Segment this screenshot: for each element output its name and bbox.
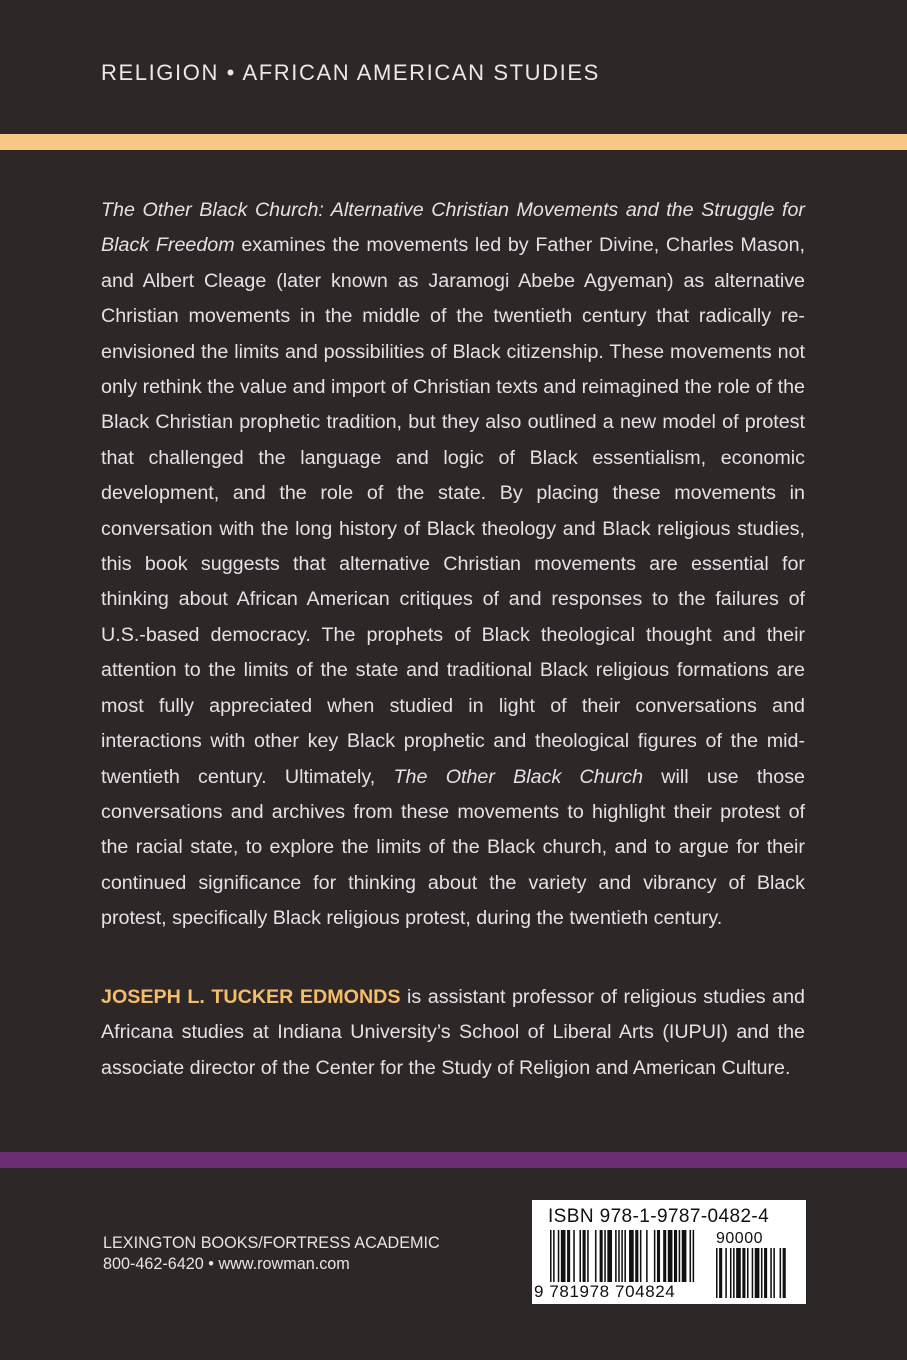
isbn-barcode bbox=[532, 1200, 806, 1304]
author-bio bbox=[101, 980, 805, 1086]
barcode-bar bbox=[747, 1248, 749, 1298]
barcode-bar bbox=[587, 1230, 589, 1282]
barcode-bar bbox=[629, 1230, 634, 1282]
barcode-bar bbox=[553, 1230, 555, 1282]
barcode-bar bbox=[624, 1230, 626, 1282]
barcode-bar bbox=[604, 1230, 606, 1282]
isbn-label: ISBN 978-1-9787-0482-4 bbox=[548, 1206, 770, 1227]
description-text-2: will use those conversations and archives from these movements to highlight their protest of the racial state, to explore the limits of the Black church, and to argue for their continued significance for thinking about the variety and vibrancy of Black protest, specifically Black religious protest, during the twentieth century. bbox=[101, 765, 805, 930]
barcode-bar bbox=[725, 1248, 727, 1298]
barcode-bar bbox=[730, 1248, 732, 1298]
barcode-bar bbox=[583, 1230, 586, 1282]
barcode-bar bbox=[770, 1248, 772, 1298]
barcode-bar bbox=[600, 1230, 603, 1282]
barcode-bar bbox=[573, 1230, 575, 1282]
barcode-bar bbox=[615, 1230, 617, 1282]
author-bio-text: is assistant professor of religious studies and Africana studies at Indiana University’s School of Liberal Arts (IUPUI) and the associate director of the Center for the Study of Religion and American Culture. bbox=[101, 986, 806, 1079]
publisher-block bbox=[103, 1233, 440, 1275]
barcode-bar bbox=[773, 1248, 775, 1298]
barcode-bar bbox=[674, 1230, 677, 1282]
barcode-bar bbox=[550, 1230, 552, 1282]
barcode-bar bbox=[618, 1230, 620, 1282]
book-title: The Other Black Church: Alternative Christian Movements and the Struggle for Black Freedom bbox=[101, 199, 805, 257]
barcode-bar bbox=[755, 1248, 760, 1298]
barcode-bar bbox=[668, 1230, 673, 1282]
barcode-bar bbox=[752, 1248, 754, 1298]
barcode-bar bbox=[764, 1248, 767, 1298]
book-description bbox=[101, 193, 805, 937]
bottom-accent-band bbox=[0, 1152, 907, 1168]
barcode-bar bbox=[736, 1248, 741, 1298]
barcode-bar bbox=[621, 1230, 623, 1282]
barcode-bar bbox=[716, 1248, 718, 1298]
barcode-bar bbox=[679, 1230, 681, 1282]
barcode-bar bbox=[690, 1230, 692, 1282]
barcode-bar bbox=[579, 1230, 581, 1282]
barcode-bar bbox=[733, 1248, 735, 1298]
author-name: JOSEPH L. TUCKER EDMONDS bbox=[101, 986, 401, 1008]
barcode-bar bbox=[657, 1230, 660, 1282]
barcode-bar bbox=[783, 1248, 786, 1298]
barcode-bar bbox=[663, 1230, 666, 1282]
barcode-bar bbox=[646, 1230, 648, 1282]
barcode-bar bbox=[567, 1230, 570, 1282]
barcode-bar bbox=[635, 1230, 638, 1282]
barcode-bar bbox=[761, 1248, 763, 1298]
price-addon-bars bbox=[716, 1248, 794, 1300]
publisher-contact: 800-462-6420 • www.rowman.com bbox=[103, 1255, 350, 1273]
barcode-bar bbox=[719, 1248, 722, 1298]
ean-digits: 9 781978 704824 bbox=[534, 1282, 676, 1301]
barcode-bar bbox=[682, 1230, 687, 1282]
barcode-bar bbox=[595, 1230, 597, 1282]
description-text-1: examines the movements led by Father Divine, Charles Mason, and Albert Cleage (later known as Jaramogi Abebe Agyeman) as alternative Christian movements in the middle of the twentieth century that radically re-envisioned the limits and possibilities of Black citizenship. These movements not only rethink the value and import of Christian texts and reimagined the role of the Black Christian prophetic tradition, but they also outlined a new model of protest that challenged the language and logic of Black essentialism, economic development, and the role of the state. By placing these movements in conversation with the long history of Black theology and Black religious studies, this book suggests that alternative Christian movements are essential for thinking about African American critiques of and responses to the failures of U.S.-based democracy. The prophets of Black theological thought and their attention to the limits of the state and traditional Black religious formations are most fully appreciated when studied in light of their conversations and interactions with other key Black prophetic and theological figures of the mid-twentieth century. Ultimately, bbox=[101, 234, 805, 788]
barcode-bar bbox=[693, 1230, 695, 1282]
barcode-bar bbox=[561, 1230, 566, 1282]
barcode-bar bbox=[780, 1248, 782, 1298]
category-label: RELIGION • AFRICAN AMERICAN STUDIES bbox=[101, 60, 600, 85]
price-code: 90000 bbox=[716, 1230, 763, 1247]
barcode-bar bbox=[654, 1230, 656, 1282]
book-short-title: The Other Black Church bbox=[393, 765, 644, 788]
barcode-bar bbox=[607, 1230, 612, 1282]
barcode-bar bbox=[558, 1230, 560, 1282]
top-accent-band bbox=[0, 134, 907, 150]
publisher-name: LEXINGTON BOOKS/FORTRESS ACADEMIC bbox=[103, 1234, 440, 1252]
barcode-bar bbox=[640, 1230, 642, 1282]
barcode-bar bbox=[742, 1248, 745, 1298]
